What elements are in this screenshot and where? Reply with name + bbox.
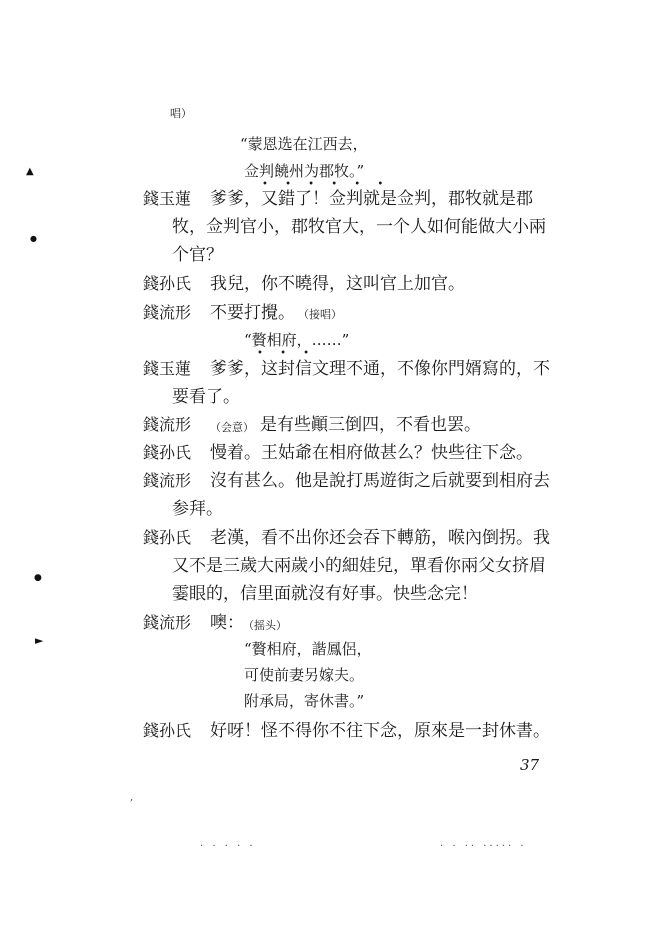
dialogue-line: 要看了。 <box>172 387 240 407</box>
margin-dot-mark: ● <box>30 234 37 243</box>
scan-specks: , <box>130 792 137 803</box>
speaker-label: 錢流形 <box>143 303 192 322</box>
speaker-label: 錢流形 <box>143 415 192 434</box>
emphasis-dots: • • • • • • <box>262 179 391 190</box>
emphasis-dots: • • • <box>257 348 317 359</box>
dialogue-line: 噢： <box>210 613 244 633</box>
margin-arrow-mark: ► <box>35 634 44 647</box>
verse-line: 可使前妻另嫁夫。 <box>244 666 365 684</box>
scan-specks: . . . . . <box>200 838 256 849</box>
speaker-label: 錢流形 <box>143 471 192 490</box>
dialogue-line: 好呀！怪不得你不往下念，原來是一封休書。 <box>210 721 550 741</box>
speaker-label: 錢孙氏 <box>143 274 192 293</box>
dialogue-line: 我兒，你不曉得，这叫官上加官。 <box>210 274 465 294</box>
speaker-label: 錢孙氏 <box>143 721 192 740</box>
stage-direction-continue-sing: （接唱） <box>298 308 342 321</box>
dialogue-line: 慢着。王姑爺在相府做甚么？快些往下念。 <box>210 443 533 463</box>
dialogue-line: 爹爹，又錯了！佥判就是佥判，郡牧就是郡 <box>210 189 533 209</box>
speaker-label: 錢孙氏 <box>143 443 192 462</box>
dialogue-line: 个官？ <box>172 245 223 265</box>
stage-direction-shake-head: （摇头） <box>243 619 287 632</box>
margin-dot-mark: ● <box>34 573 42 583</box>
dialogue-line: 霎眼的，信里面就沒有好事。快些念完！ <box>172 584 478 604</box>
dialogue-line: 沒有甚么。他是說打馬遊街之后就要到相府去 <box>210 471 550 491</box>
verse-line: “贅相府，諧鳳侶， <box>244 640 372 658</box>
speaker-label: 錢流形 <box>143 613 192 632</box>
speaker-label: 錢孙氏 <box>143 528 192 547</box>
dialogue-line: 参拜。 <box>172 499 223 519</box>
stage-direction-sing: 唱） <box>170 107 192 120</box>
dialogue-line: 又不是三歲大兩歲小的細娃兒，單看你兩父女挤眉 <box>172 556 546 576</box>
dialogue-line: 是有些顚三倒四，不看也罢。 <box>260 415 481 435</box>
page-number: 37 <box>520 756 540 774</box>
dialogue-line: 老漢，看不出你还会吞下轉筋，喉內倒拐。我 <box>210 528 550 548</box>
speaker-label: 錢玉蓮 <box>143 189 192 208</box>
verse-line: 附承局，寄休書。” <box>244 692 365 710</box>
scan-specks: . . .. ..... . <box>440 838 527 849</box>
verse-line: “蒙恩选在江西去， <box>240 135 368 153</box>
dialogue-line: 牧，佥判官小，郡牧官大，一个人如何能做大小兩 <box>172 217 546 237</box>
verse-line: “贅相府，……” <box>244 331 350 349</box>
margin-triangle-mark: ▲ <box>26 166 34 177</box>
dialogue-line: 不要打攪。 <box>210 303 295 323</box>
stage-direction-mindful: （会意） <box>210 421 254 434</box>
dialogue-line: 爹爹，这封信文理不通，不像你門婿寫的，不 <box>210 359 550 379</box>
speaker-label: 錢玉蓮 <box>143 359 192 378</box>
verse-line: 佥判饒州为郡牧。” <box>244 162 365 180</box>
